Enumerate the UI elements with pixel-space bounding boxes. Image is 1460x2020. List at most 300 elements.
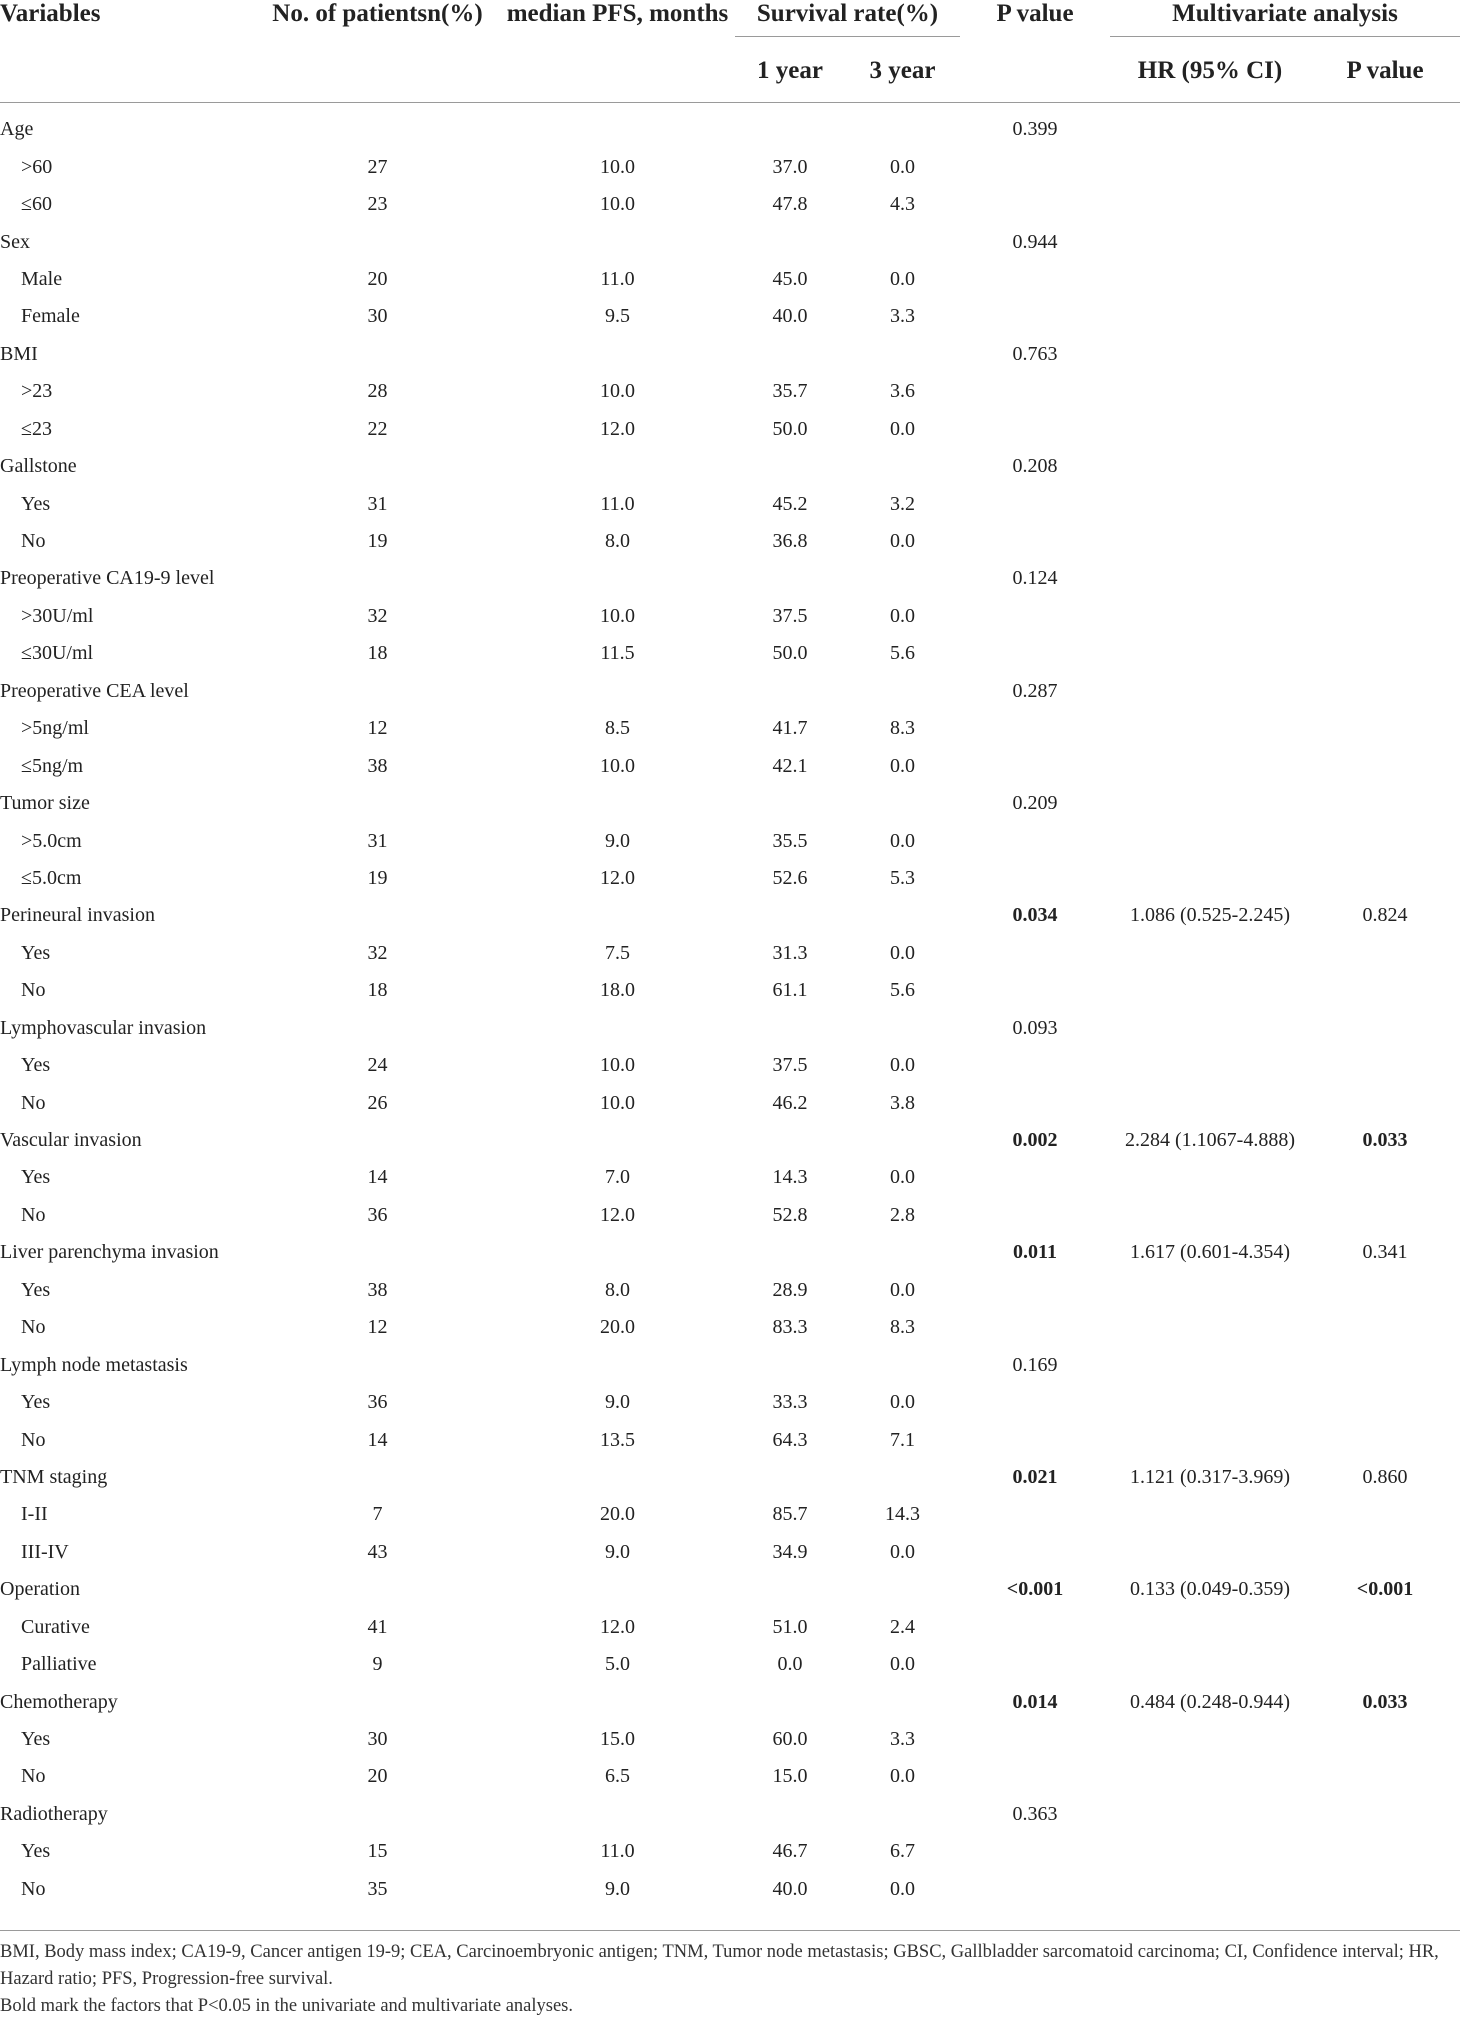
cell-3-year: [845, 673, 960, 710]
cell-1-year: [735, 1010, 845, 1047]
cell-3-year: 0.0: [890, 1540, 915, 1563]
cell-median-pfs: 10.0: [600, 1091, 635, 1114]
header-multivariate: Multivariate analysis: [1110, 0, 1460, 40]
table-row: [0, 485, 1460, 522]
cell-hr: [1110, 148, 1310, 185]
table-row: [0, 710, 1460, 747]
cell-median-pfs: 7.5: [605, 941, 630, 964]
cell-3-year: 0.0: [890, 155, 915, 178]
cell-mv-p-value: [1310, 1197, 1460, 1234]
table-row: [0, 103, 1460, 149]
table-row: [0, 261, 1460, 298]
cell-patients: [255, 336, 500, 373]
cell-1-year: 35.7: [772, 380, 808, 403]
table-row: [0, 186, 1460, 223]
cell-hr: [1110, 1758, 1310, 1795]
cell-patients: 41: [367, 1615, 388, 1638]
cell-patients: 38: [367, 1278, 388, 1301]
table-row: [0, 1122, 1460, 1159]
cell-median-pfs: 10.0: [600, 155, 635, 178]
cell-median-pfs: 5.0: [605, 1653, 630, 1676]
cell-variable: Gallstone: [0, 455, 77, 478]
cell-median-pfs: [500, 1571, 735, 1608]
cell-variable: TNM staging: [0, 1465, 108, 1488]
cell-variable: Operation: [0, 1578, 80, 1601]
table-row: [0, 747, 1460, 784]
cell-variable: I-II: [21, 1503, 48, 1526]
cell-median-pfs: [500, 897, 735, 934]
cell-hr: [1110, 1272, 1310, 1309]
table-row: [0, 1159, 1460, 1196]
cell-variable: No: [21, 1316, 46, 1339]
cell-mv-p-value: [1310, 336, 1460, 373]
cell-variable: ≤5.0cm: [21, 866, 82, 889]
cell-p-value: [960, 822, 1110, 859]
header-median-pfs: median PFS, months: [506, 0, 729, 27]
cell-patients: [255, 560, 500, 597]
cell-p-value: [960, 1609, 1110, 1646]
table-row: [0, 598, 1460, 635]
footnote-abbreviations: BMI, Body mass index; CA19-9, Cancer antigen 19-9; CEA, Carcinoembryonic antigen; TNM, Tumor node metastasis; GBSC, Gallbladder sarcomatoid carcinoma; CI, Confidence interval; HR, Hazard ratio; PFS, Progression-free survival.: [0, 1942, 1439, 1989]
cell-mv-p-value: [1310, 223, 1460, 260]
cell-1-year: 47.8: [772, 193, 808, 216]
cell-variable: No: [21, 1203, 46, 1226]
cell-p-value: [960, 485, 1110, 522]
cell-mv-p-value: 0.860: [1362, 1465, 1408, 1488]
cell-1-year: 85.7: [772, 1503, 808, 1526]
cell-p-value: [960, 1084, 1110, 1121]
cell-mv-p-value: [1310, 710, 1460, 747]
table-row: [0, 373, 1460, 410]
cell-mv-p-value: [1310, 1496, 1460, 1533]
cell-mv-p-value: [1310, 1084, 1460, 1121]
cell-median-pfs: [500, 1122, 735, 1159]
cell-median-pfs: [500, 103, 735, 149]
cell-hr: [1110, 1496, 1310, 1533]
cell-3-year: [845, 223, 960, 260]
cell-1-year: 33.3: [772, 1391, 808, 1414]
cell-p-value: 0.014: [1012, 1690, 1058, 1713]
cell-hr: [1110, 298, 1310, 335]
cell-1-year: [735, 1234, 845, 1271]
cell-p-value: [960, 261, 1110, 298]
table-row: [0, 336, 1460, 373]
cell-median-pfs: 10.0: [600, 754, 635, 777]
cell-hr: [1110, 560, 1310, 597]
cell-mv-p-value: [1310, 186, 1460, 223]
cell-variable: Sex: [0, 230, 30, 253]
cell-1-year: 37.5: [772, 604, 808, 627]
cell-mv-p-value: [1310, 1796, 1460, 1833]
cell-1-year: [735, 103, 845, 149]
cell-patients: [255, 1683, 500, 1720]
cell-median-pfs: 10.0: [600, 1054, 635, 1077]
table-row: [0, 1796, 1460, 1833]
cell-variable: BMI: [0, 342, 38, 365]
cell-hr: [1110, 935, 1310, 972]
cell-variable: No: [21, 1765, 46, 1788]
cell-p-value: [960, 411, 1110, 448]
table-row: [0, 1010, 1460, 1047]
table-row: [0, 1459, 1460, 1496]
cell-variable: Yes: [21, 1840, 51, 1863]
cell-1-year: 40.0: [772, 305, 808, 328]
cell-1-year: [735, 448, 845, 485]
cell-3-year: 14.3: [885, 1503, 920, 1526]
cell-1-year: 64.3: [772, 1428, 808, 1451]
table-row: [0, 822, 1460, 859]
cell-p-value: <0.001: [1006, 1578, 1064, 1601]
table-row: [0, 1047, 1460, 1084]
header-patients: No. of patientsn(%): [272, 0, 483, 27]
cell-patients: 36: [367, 1391, 388, 1414]
cell-variable: Lymph node metastasis: [0, 1353, 188, 1376]
cell-hr: [1110, 448, 1310, 485]
cell-p-value: [960, 1047, 1110, 1084]
cell-hr: [1110, 485, 1310, 522]
cell-3-year: 4.3: [890, 193, 915, 216]
cell-p-value: [960, 747, 1110, 784]
cell-hr: 0.484 (0.248-0.944): [1130, 1690, 1290, 1713]
cell-1-year: 37.0: [772, 155, 808, 178]
cell-3-year: 6.7: [890, 1840, 915, 1863]
cell-mv-p-value: [1310, 373, 1460, 410]
cell-1-year: 31.3: [772, 941, 808, 964]
cell-1-year: 42.1: [772, 754, 808, 777]
table-row: [0, 1496, 1460, 1533]
cell-patients: 12: [367, 1316, 388, 1339]
cell-3-year: [845, 1796, 960, 1833]
cell-p-value: [960, 298, 1110, 335]
cell-mv-p-value: 0.824: [1362, 904, 1408, 927]
cell-variable: Age: [0, 118, 34, 141]
cell-3-year: [845, 897, 960, 934]
cell-p-value: [960, 1721, 1110, 1758]
cell-1-year: 45.0: [772, 267, 808, 290]
cell-3-year: 5.3: [890, 866, 915, 889]
table-row: [0, 1683, 1460, 1720]
cell-patients: 28: [367, 380, 388, 403]
cell-variable: Yes: [21, 1278, 51, 1301]
cell-1-year: 15.0: [772, 1765, 808, 1788]
cell-3-year: [845, 1010, 960, 1047]
cell-hr: [1110, 1384, 1310, 1421]
cell-p-value: [960, 1496, 1110, 1533]
cell-patients: [255, 103, 500, 149]
cell-median-pfs: [500, 1683, 735, 1720]
cell-patients: 23: [367, 193, 388, 216]
cell-3-year: [845, 103, 960, 149]
cell-1-year: 52.8: [772, 1203, 808, 1226]
cell-3-year: 3.3: [890, 305, 915, 328]
cell-median-pfs: [500, 448, 735, 485]
cell-mv-p-value: [1310, 747, 1460, 784]
table-row: [0, 1346, 1460, 1383]
cell-hr: [1110, 1796, 1310, 1833]
cell-hr: [1110, 673, 1310, 710]
cell-hr: [1110, 1084, 1310, 1121]
header-mv-p-value: P value: [1346, 57, 1424, 84]
cell-mv-p-value: [1310, 1871, 1460, 1908]
cell-variable: Liver parenchyma invasion: [0, 1241, 219, 1264]
cell-1-year: 35.5: [772, 829, 808, 852]
cell-variable: III-IV: [21, 1540, 69, 1563]
cell-hr: [1110, 261, 1310, 298]
cell-variable: Yes: [21, 1054, 51, 1077]
cell-variable: Yes: [21, 1166, 51, 1189]
table-row: [0, 1833, 1460, 1870]
cell-p-value: [960, 1758, 1110, 1795]
cell-hr: [1110, 1721, 1310, 1758]
cell-patients: [255, 897, 500, 934]
cell-p-value: [960, 523, 1110, 560]
cell-3-year: [845, 1571, 960, 1608]
cell-variable: Preoperative CEA level: [0, 679, 189, 702]
cell-variable: No: [21, 1877, 46, 1900]
table-row: [0, 148, 1460, 185]
cell-hr: [1110, 186, 1310, 223]
cell-hr: [1110, 336, 1310, 373]
cell-hr: [1110, 1833, 1310, 1870]
cell-p-value: 0.124: [1012, 567, 1058, 590]
cell-1-year: [735, 673, 845, 710]
cell-mv-p-value: [1310, 1721, 1460, 1758]
cell-variable: No: [21, 1428, 46, 1451]
cell-median-pfs: 10.0: [600, 380, 635, 403]
cell-1-year: [735, 223, 845, 260]
table-row: [0, 1609, 1460, 1646]
cell-3-year: [845, 1346, 960, 1383]
cell-1-year: 41.7: [772, 717, 808, 740]
cell-3-year: 3.3: [890, 1728, 915, 1751]
header-p-value: P value: [996, 0, 1074, 27]
cell-mv-p-value: [1310, 972, 1460, 1009]
cell-1-year: 45.2: [772, 492, 808, 515]
cell-patients: 14: [367, 1428, 388, 1451]
table-row: [0, 785, 1460, 822]
cell-patients: [255, 1010, 500, 1047]
cell-patients: [255, 1234, 500, 1271]
footnote-bold-note: Bold mark the factors that P<0.05 in the univariate and multivariate analyses.: [0, 1996, 573, 2016]
cell-p-value: 0.093: [1012, 1016, 1058, 1039]
cell-3-year: 0.0: [890, 829, 915, 852]
cell-p-value: [960, 1871, 1110, 1908]
cell-mv-p-value: [1310, 785, 1460, 822]
cell-median-pfs: 8.5: [605, 717, 630, 740]
cell-3-year: [845, 1683, 960, 1720]
cell-1-year: 52.6: [772, 866, 808, 889]
cell-1-year: 40.0: [772, 1877, 808, 1900]
cell-median-pfs: 10.0: [600, 604, 635, 627]
table-row: [0, 1272, 1460, 1309]
cell-p-value: [960, 1197, 1110, 1234]
cell-patients: 36: [367, 1203, 388, 1226]
cell-hr: [1110, 1871, 1310, 1908]
cell-hr: [1110, 635, 1310, 672]
cell-median-pfs: 20.0: [600, 1316, 635, 1339]
cell-1-year: 46.7: [772, 1840, 808, 1863]
cell-median-pfs: [500, 1346, 735, 1383]
cell-mv-p-value: [1310, 261, 1460, 298]
cell-1-year: 51.0: [772, 1615, 808, 1638]
cell-1-year: 61.1: [772, 979, 808, 1002]
cell-3-year: 2.8: [890, 1203, 915, 1226]
cell-median-pfs: [500, 673, 735, 710]
cell-median-pfs: [500, 560, 735, 597]
cell-1-year: [735, 560, 845, 597]
cell-median-pfs: 12.0: [600, 866, 635, 889]
cell-patients: [255, 785, 500, 822]
cell-p-value: 0.011: [1013, 1241, 1057, 1264]
cell-median-pfs: 15.0: [600, 1728, 635, 1751]
cell-hr: [1110, 1421, 1310, 1458]
cell-p-value: [960, 598, 1110, 635]
cell-hr: [1110, 1159, 1310, 1196]
cell-3-year: 0.0: [890, 267, 915, 290]
cell-hr: [1110, 1609, 1310, 1646]
cell-p-value: [960, 935, 1110, 972]
cell-hr: [1110, 822, 1310, 859]
cell-median-pfs: 12.0: [600, 1615, 635, 1638]
cell-patients: 20: [367, 1765, 388, 1788]
cell-3-year: [845, 1234, 960, 1271]
cell-variable: Curative: [21, 1615, 90, 1638]
cell-mv-p-value: [1310, 1047, 1460, 1084]
cell-hr: 1.121 (0.317-3.969): [1130, 1465, 1290, 1488]
cell-hr: [1110, 710, 1310, 747]
cell-3-year: 0.0: [890, 1877, 915, 1900]
cell-mv-p-value: [1310, 560, 1460, 597]
cell-3-year: 5.6: [890, 979, 915, 1002]
cell-variable: No: [21, 1091, 46, 1114]
cell-1-year: [735, 1683, 845, 1720]
cell-3-year: 0.0: [890, 941, 915, 964]
cell-median-pfs: 8.0: [605, 530, 630, 553]
table-row: [0, 560, 1460, 597]
cell-p-value: 0.169: [1012, 1353, 1058, 1376]
table-row: [0, 635, 1460, 672]
cell-median-pfs: 11.0: [600, 1840, 635, 1863]
cell-median-pfs: 9.5: [605, 305, 630, 328]
cell-p-value: 0.021: [1012, 1465, 1058, 1488]
cell-patients: 31: [367, 492, 388, 515]
cell-mv-p-value: [1310, 1833, 1460, 1870]
cell-3-year: [845, 1459, 960, 1496]
cell-median-pfs: [500, 1459, 735, 1496]
cell-1-year: 0.0: [777, 1653, 803, 1676]
cell-p-value: 0.002: [1012, 1129, 1058, 1152]
cell-hr: 1.086 (0.525-2.245): [1130, 904, 1290, 927]
cell-mv-p-value: [1310, 523, 1460, 560]
cell-hr: [1110, 1534, 1310, 1571]
cell-1-year: [735, 1459, 845, 1496]
cell-3-year: 5.6: [890, 642, 915, 665]
cell-mv-p-value: [1310, 1272, 1460, 1309]
cell-mv-p-value: [1310, 1421, 1460, 1458]
cell-3-year: 0.0: [890, 1765, 915, 1788]
cell-p-value: [960, 635, 1110, 672]
cell-patients: [255, 1346, 500, 1383]
cell-p-value: [960, 1421, 1110, 1458]
cell-mv-p-value: [1310, 411, 1460, 448]
cell-1-year: [735, 897, 845, 934]
cell-hr: [1110, 1646, 1310, 1683]
cell-variable: Chemotherapy: [0, 1690, 118, 1713]
cell-mv-p-value: 0.033: [1362, 1690, 1408, 1713]
cell-p-value: 0.034: [1012, 904, 1058, 927]
cell-patients: [255, 673, 500, 710]
table-row: [0, 1084, 1460, 1121]
cell-mv-p-value: [1310, 598, 1460, 635]
cell-patients: 19: [367, 866, 388, 889]
cell-p-value: [960, 972, 1110, 1009]
cell-variable: Radiotherapy: [0, 1802, 108, 1825]
table-row: [0, 223, 1460, 260]
cell-patients: 18: [367, 642, 388, 665]
cell-mv-p-value: [1310, 103, 1460, 149]
cell-mv-p-value: [1310, 448, 1460, 485]
cell-mv-p-value: [1310, 1758, 1460, 1795]
cell-3-year: [845, 785, 960, 822]
cell-mv-p-value: [1310, 485, 1460, 522]
cell-3-year: 3.2: [890, 492, 915, 515]
cell-variable: Vascular invasion: [0, 1129, 142, 1152]
table-body: [0, 103, 1460, 1909]
table-row: [0, 1234, 1460, 1271]
cell-variable: Male: [21, 267, 63, 290]
cell-patients: 43: [367, 1540, 388, 1563]
cell-hr: [1110, 860, 1310, 897]
table-row: [0, 673, 1460, 710]
cell-mv-p-value: [1310, 1309, 1460, 1346]
cell-p-value: [960, 710, 1110, 747]
cell-patients: 26: [367, 1091, 388, 1114]
cell-mv-p-value: [1310, 822, 1460, 859]
cell-1-year: [735, 1122, 845, 1159]
cell-mv-p-value: [1310, 1646, 1460, 1683]
cell-variable: Yes: [21, 1391, 51, 1414]
header-survival-rate: Survival rate(%): [735, 0, 960, 40]
cell-p-value: 0.363: [1012, 1802, 1058, 1825]
cell-median-pfs: [500, 336, 735, 373]
cell-patients: 35: [367, 1877, 388, 1900]
cell-hr: [1110, 1197, 1310, 1234]
header-variables: Variables: [0, 0, 101, 27]
cell-3-year: 0.0: [890, 530, 915, 553]
cell-variable: ≤60: [21, 193, 52, 216]
cell-p-value: [960, 1309, 1110, 1346]
cell-mv-p-value: 0.341: [1362, 1241, 1408, 1264]
table-row: [0, 1571, 1460, 1608]
cell-patients: 32: [367, 604, 388, 627]
cell-1-year: 83.3: [772, 1316, 808, 1339]
cell-p-value: 0.209: [1012, 792, 1058, 815]
cell-3-year: 3.6: [890, 380, 915, 403]
cell-3-year: [845, 560, 960, 597]
cell-variable: Preoperative CA19-9 level: [0, 567, 215, 590]
cell-mv-p-value: [1310, 1159, 1460, 1196]
cell-patients: 32: [367, 941, 388, 964]
cell-patients: [255, 1571, 500, 1608]
table-row: [0, 1721, 1460, 1758]
cell-p-value: 0.944: [1012, 230, 1058, 253]
table-row: [0, 1197, 1460, 1234]
cell-patients: [255, 1796, 500, 1833]
cell-p-value: [960, 1159, 1110, 1196]
cell-hr: [1110, 785, 1310, 822]
cell-hr: [1110, 411, 1310, 448]
cell-variable: Tumor size: [0, 792, 90, 815]
